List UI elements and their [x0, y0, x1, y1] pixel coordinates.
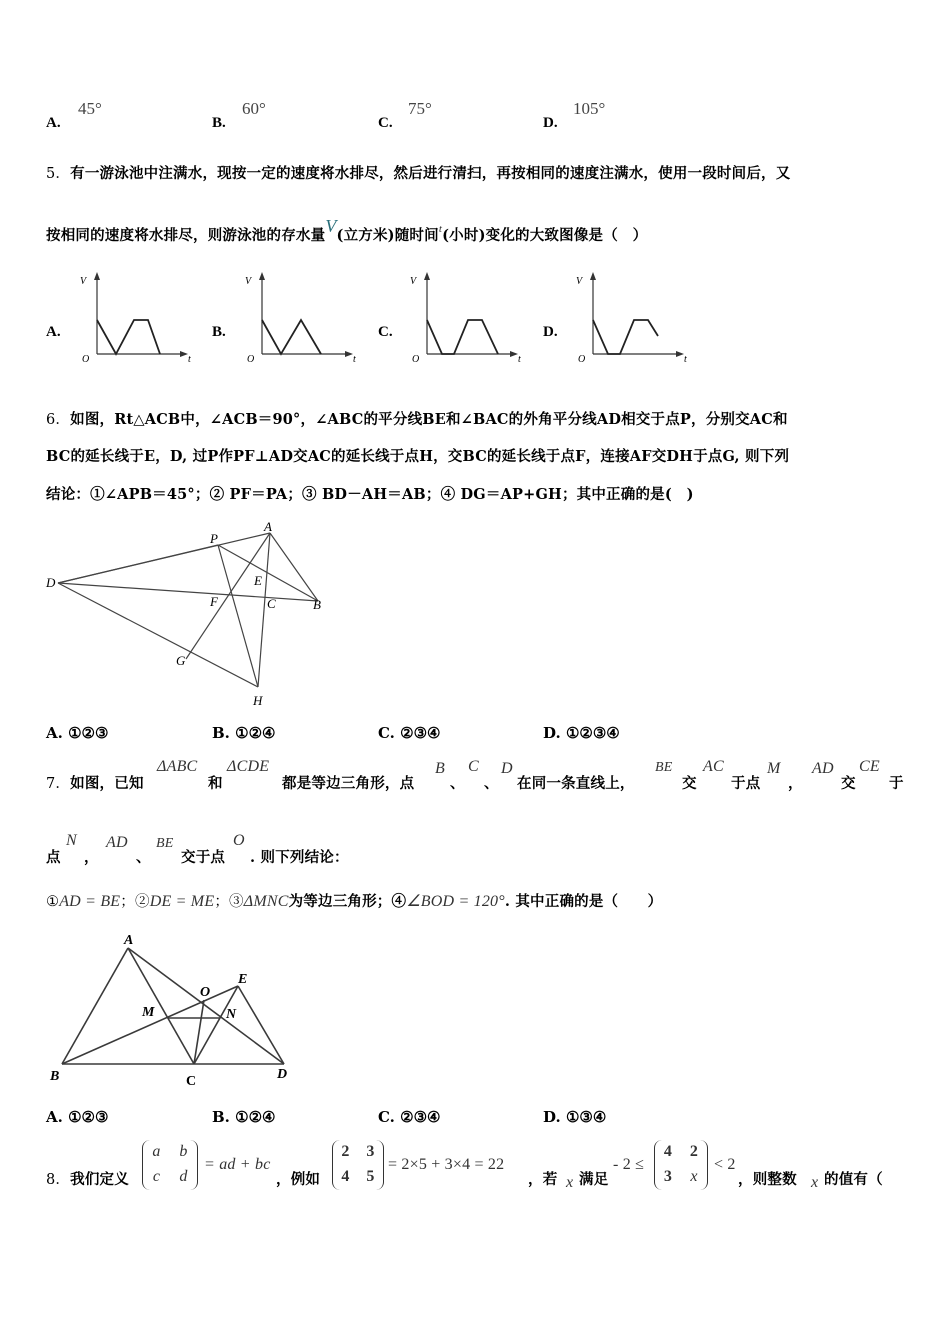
q7-line1	[46, 758, 916, 790]
q7-option-a-letter: A.	[46, 1108, 63, 1126]
q8-question-matrix	[654, 1140, 708, 1190]
graph-b-v-label: V	[245, 276, 252, 287]
q8-q-2: 2	[689, 1143, 699, 1160]
q4-option-c-letter: C.	[378, 115, 393, 131]
q5-var-v: V	[325, 216, 337, 236]
q6-line3: 结论：①∠APB＝45°；② PF＝PA；③ BD－AH＝AB；④ DG＝AP+GH；其中正确的是( )	[46, 486, 694, 503]
q8-text-e: ，则整数	[738, 1171, 797, 1188]
q7-line3	[46, 890, 662, 911]
q7-text-end: . 则下列结论：	[250, 849, 349, 866]
q5-var-t: t	[438, 223, 443, 235]
q8-ineq-right: < 2	[714, 1156, 736, 1173]
graph-d-v-label: V	[576, 276, 583, 287]
q8-number: 8．	[46, 1172, 71, 1188]
q5-text-line2a: 按相同的速度将水排尽，则游泳池的存水量	[46, 227, 326, 244]
graph-a-v-label: V	[80, 276, 87, 287]
q7-option-c-letter: C.	[378, 1108, 395, 1126]
q8-text-a: 我们定义	[70, 1171, 129, 1188]
q7-text-and: 和	[208, 775, 223, 792]
q7-figure	[44, 928, 304, 1090]
q7-c3-text: 为等边三角形；④	[288, 893, 407, 910]
seg-AB	[270, 533, 318, 601]
q7-point-A: A	[124, 933, 134, 948]
q7-point-N: N	[226, 1007, 237, 1022]
q6-line1	[46, 408, 788, 429]
graph-c-v-arrow	[424, 272, 430, 280]
q4-option-b-letter: B.	[212, 115, 226, 131]
q7-option-c	[378, 1108, 440, 1126]
q6-option-a-value: ①②③	[68, 724, 109, 742]
q8-q-3: 3	[663, 1168, 673, 1185]
q4-option-d-letter: D.	[543, 115, 558, 131]
q7-c2-math: DE = ME	[149, 893, 215, 910]
graph-c-t-label: t	[518, 354, 521, 365]
graph-b-origin: O	[247, 354, 255, 365]
q5-text-line1: 有一游泳池中注满水，现按一定的速度将水排尽，然后进行清扫，再按相同的速度注满水，使用一段时间后，又	[70, 165, 791, 182]
q6-options	[0, 724, 950, 746]
q8-def-result: = ad + bc	[204, 1156, 271, 1173]
q7-point-E: E	[238, 972, 248, 987]
q4-option-b-value: 60°	[242, 99, 266, 118]
graph-a-t-label: t	[188, 354, 191, 365]
q4-option-a-letter: A.	[46, 115, 61, 131]
q7-option-d	[543, 1108, 606, 1126]
q7-option-c-value: ②③④	[400, 1108, 441, 1126]
q8-ex-2: 3	[366, 1143, 375, 1160]
seg-DP	[58, 545, 218, 583]
q6-option-c	[378, 724, 440, 742]
q5-option-c-letter: C.	[378, 324, 393, 340]
q5-text-line2b: (立方米)随时间	[336, 227, 439, 244]
q8-var-x2: x	[811, 1174, 819, 1191]
graph-a-t-arrow	[180, 351, 188, 357]
q7-math-BE: BE	[655, 760, 673, 775]
q7-comma2: ，	[84, 849, 99, 866]
q7-text-jiao2: 交	[841, 775, 856, 792]
graph-b-t-label: t	[353, 354, 356, 365]
q7-point-C: C	[186, 1074, 197, 1089]
q6-point-F: F	[210, 594, 218, 609]
q6-point-D: D	[46, 575, 56, 590]
q7-option-a-value: ①②③	[68, 1108, 109, 1126]
q7-option-a	[46, 1108, 108, 1126]
q7-math-CE: CE	[859, 758, 880, 775]
graph-c-origin: O	[412, 354, 420, 365]
graph-d-curve	[593, 320, 658, 354]
q8-var-x: x	[566, 1174, 574, 1191]
q6-option-b-value: ①②④	[235, 724, 276, 742]
graph-c-t-arrow	[510, 351, 518, 357]
seg-DH	[58, 583, 258, 687]
q7-text-jiaoyudian: 交于点	[181, 849, 226, 866]
q6-option-a	[46, 724, 108, 742]
q6-option-b-letter: B.	[212, 724, 230, 742]
q7-math-B: B	[435, 760, 445, 777]
q7-option-b	[212, 1108, 275, 1126]
q7-math-BE2: BE	[156, 836, 174, 851]
q8-def-a: a	[152, 1143, 161, 1160]
q6-point-E: E	[254, 573, 262, 588]
q5-graph-d	[572, 268, 694, 370]
q7-point-B: B	[50, 1069, 60, 1084]
q5-text-line2c: (小时)变化的大致图像是（ ）	[442, 227, 648, 244]
q5-option-d-letter: D.	[543, 324, 558, 340]
q7-c2: ；②	[120, 894, 150, 910]
q8-example-matrix	[332, 1140, 384, 1190]
q6-point-G: G	[176, 653, 186, 668]
q8-def-matrix	[142, 1140, 198, 1190]
q7-sep3: 、	[136, 849, 151, 866]
q7-math-O: O	[233, 832, 245, 849]
q7-option-d-letter: D.	[543, 1108, 561, 1126]
q7-option-d-value: ①③④	[565, 1108, 607, 1126]
q8-text-f: 的值有（	[824, 1171, 883, 1188]
q4-option-d-value: 105°	[573, 99, 606, 118]
q7-text-dian: 点	[46, 849, 61, 866]
q6-point-P: P	[210, 531, 218, 546]
graph-a-origin: O	[82, 354, 90, 365]
q8-def-b: b	[179, 1143, 188, 1160]
q7-number: 7．	[46, 776, 71, 792]
q7-c3-math: ΔMNC	[243, 893, 289, 910]
q7-text-c: 在同一条直线上，	[517, 775, 635, 792]
q8-text-c: ，若	[528, 1171, 558, 1188]
q7-text-a: 如图，已知	[70, 775, 144, 792]
graph-a-curve	[97, 320, 160, 354]
q7-text-yu: 于	[889, 775, 904, 792]
q8-text-b: ，例如	[276, 1171, 321, 1188]
graph-c-curve	[427, 320, 498, 354]
q8-line	[46, 1138, 926, 1198]
q7-text-yudian: 于点	[731, 775, 761, 792]
q8-q-x: x	[690, 1168, 698, 1185]
q7-sep1: 、	[450, 775, 465, 792]
seg-ED	[238, 986, 284, 1064]
q6-option-d-value: ①②③④	[565, 724, 620, 742]
q5-line1	[46, 162, 790, 183]
graph-d-v-arrow	[590, 272, 596, 280]
q6-line2: BC的延长线于E，D, 过P作PF⊥AD交AC的延长线于点H，交BC的延长线于点F，连接AF交DH于点G, 则下列	[46, 448, 790, 465]
seg-AC	[128, 948, 194, 1064]
q6-option-c-value: ②③④	[400, 724, 441, 742]
q8-example-result: = 2×5 + 3×4 = 22	[388, 1156, 505, 1173]
graph-b-t-arrow	[345, 351, 353, 357]
q7-math-D: D	[501, 760, 513, 777]
graph-c-v-label: V	[410, 276, 417, 287]
q7-sep2: 、	[484, 775, 499, 792]
graph-b-curve	[262, 320, 321, 354]
graph-a-v-arrow	[94, 272, 100, 280]
q7-math-abc: ΔABC	[157, 758, 198, 775]
q4-options	[0, 95, 950, 135]
q6-option-a-letter: A.	[46, 724, 63, 742]
q8-ex-4: 5	[366, 1168, 375, 1185]
q7-point-M: M	[142, 1005, 155, 1020]
q7-point-D: D	[277, 1067, 288, 1082]
seg-DB	[58, 583, 318, 601]
q7-point-O: O	[200, 985, 211, 1000]
q7-line2	[46, 832, 446, 864]
seg-BE	[62, 986, 238, 1064]
q7-math-AC: AC	[703, 758, 724, 775]
q6-point-B: B	[313, 597, 321, 612]
q6-point-H: H	[253, 693, 263, 708]
seg-BA	[62, 948, 128, 1064]
q7-c1: ①	[46, 894, 60, 910]
q6-figure	[40, 515, 340, 715]
graph-d-t-label: t	[684, 354, 687, 365]
q5-graph-options	[0, 268, 950, 370]
q8-ineq-left: - 2 ≤	[613, 1156, 645, 1173]
q7-math-C: C	[468, 758, 479, 775]
q6-option-d-letter: D.	[543, 724, 561, 742]
q5-option-b-letter: B.	[212, 324, 226, 340]
q7-text-b: 都是等边三角形，点	[282, 775, 415, 792]
q5-number: 5．	[46, 166, 71, 182]
q6-number: 6．	[46, 412, 71, 428]
q7-math-AD: AD	[812, 760, 834, 777]
q7-text-jiao1: 交	[682, 775, 697, 792]
graph-d-t-arrow	[676, 351, 684, 357]
q6-text-line1: 如图，Rt△ACB中，∠ACB＝90°，∠ABC的平分线BE和∠BAC的外角平分线AD相交于点P，分别交AC和	[70, 411, 788, 428]
q5-graph-b	[241, 268, 363, 370]
seg-PH	[218, 545, 258, 687]
q6-point-A: A	[264, 519, 272, 534]
q7-option-b-value: ①②④	[235, 1108, 276, 1126]
q4-option-a-value: 45°	[78, 99, 102, 118]
q7-math-N: N	[66, 832, 77, 849]
q6-option-c-letter: C.	[378, 724, 395, 742]
q6-option-b	[212, 724, 275, 742]
q8-ex-3: 4	[341, 1168, 350, 1185]
q4-option-c-value: 75°	[408, 99, 432, 118]
seg-AG	[186, 533, 270, 659]
q5-option-a-letter: A.	[46, 324, 61, 340]
q7-c-end: . 其中正确的是（ ）	[504, 893, 663, 910]
graph-b-v-arrow	[259, 272, 265, 280]
q7-c4-math: ∠BOD = 120°	[406, 893, 505, 910]
q8-def-c: c	[152, 1168, 161, 1185]
q8-ex-1: 2	[341, 1143, 350, 1160]
q7-option-b-letter: B.	[212, 1108, 230, 1126]
q8-def-d: d	[179, 1168, 188, 1185]
q5-graph-c	[406, 268, 528, 370]
q7-math-M: M	[767, 760, 781, 777]
q7-math-cde: ΔCDE	[227, 758, 270, 775]
graph-d-origin: O	[578, 354, 586, 365]
q5-graph-a	[76, 268, 198, 370]
q7-c1-math: AD = BE	[59, 893, 121, 910]
q8-q-1: 4	[663, 1143, 673, 1160]
q8-text-d: 满足	[579, 1171, 609, 1188]
q6-option-d	[543, 724, 620, 742]
q7-math-AD2: AD	[106, 834, 128, 851]
q7-options	[0, 1108, 950, 1130]
q7-comma: ，	[788, 775, 803, 792]
q7-c3: ；③	[214, 894, 244, 910]
q6-point-C: C	[267, 596, 276, 611]
q5-line2	[46, 216, 648, 245]
